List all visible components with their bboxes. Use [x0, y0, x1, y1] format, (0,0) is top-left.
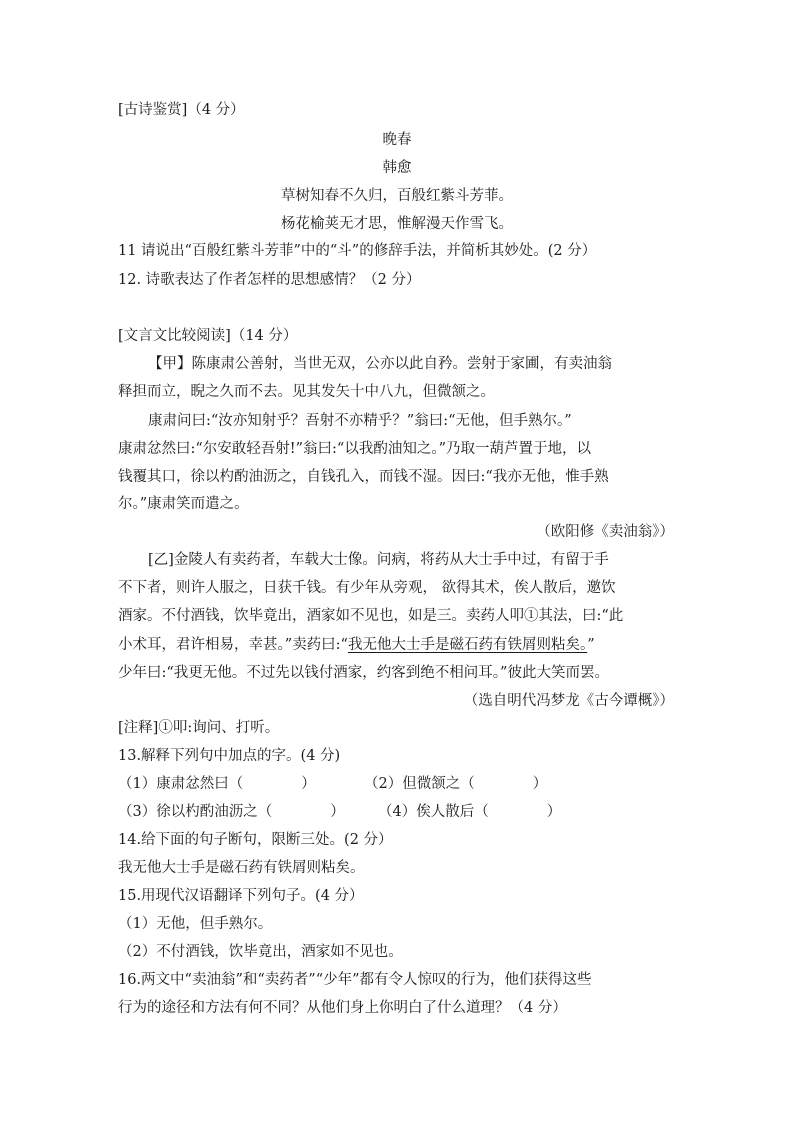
poem-line-1: 草树知春不久归，百般红紫斗芳菲。 [281, 188, 513, 204]
passage-yi-line-4-end: ” [587, 637, 595, 653]
question-11: 11 请说出“百般红紫斗芳菲”中的“斗”的修辞手法，并简析其妙处。(2 分） [118, 243, 597, 259]
question-13-item-1: （1）康肃忿然曰（ ） [118, 776, 316, 792]
question-13: 13.解释下列句中加点的字。(4 分) [118, 748, 341, 764]
question-16-line-1: 16.两文中“卖油翁”和“卖药者”“少年”都有令人惊叹的行为，他们获得这些 [118, 972, 592, 988]
question-13-item-3: （3）徐以杓酌油沥之（ ） [118, 804, 345, 820]
question-14-sentence: 我无他大士手是磁石药有铁屑则粘矣。 [118, 860, 365, 876]
passage-yi-line-1: [乙]金陵人有卖药者，车载大士像。问病，将药从大士手中过，有留于手 [148, 552, 609, 568]
passage-yi-line-4-start: 小术耳，君许相易，幸甚。”卖药曰:“ [118, 637, 348, 653]
passage-yi-line-3: 酒家。不付酒钱，饮毕竟出，酒家如不见也，如是三。卖药人叩①其法，曰:“此 [118, 608, 624, 624]
passage-yi-line-2: 不下者，则许人服之，日获千钱。有少年从旁观， 欲得其术，俟人散后，邀饮 [118, 580, 616, 596]
poem-title: 晚春 [382, 132, 412, 148]
passage-jia-line-6: 尔。”康肃笑而遣之。 [118, 496, 249, 512]
passage-jia-line-5: 钱覆其口，徐以杓酌油沥之，自钱孔入，而钱不湿。因曰:“我亦无他，惟手熟 [118, 469, 609, 485]
passage-jia-line-3: 康肃问曰:“汝亦知射乎？吾射不亦精乎？”翁曰:“无他，但手熟尔。” [148, 413, 572, 429]
passage-yi-line-5: 少年曰:“我更无他。不过先以钱付酒家，约客到绝不相问耳。”彼此大笑而罢。 [118, 665, 609, 681]
question-13-item-2: （2）但微颔之（ ） [364, 776, 548, 792]
classical-section-header: [文言文比较阅读]（14 分） [118, 328, 298, 344]
question-15-item-1: （1）无他，但手熟尔。 [118, 916, 273, 932]
passage-jia-line-4: 康肃忿然曰:“尔安敢轻吾射!”翁曰:“以我酌油知之。”乃取一葫芦置于地，以 [118, 441, 591, 457]
question-16-line-2: 行为的途径和方法有何不同？从他们身上你明白了什么道理？（4 分） [118, 1000, 567, 1016]
question-14: 14.给下面的句子断句，限断三处。(2 分） [118, 832, 393, 848]
poem-line-2: 杨花榆荚无才思，惟解漫天作雪飞。 [281, 216, 513, 232]
passage-yi-line-4 [118, 635, 595, 655]
question-15: 15.用现代汉语翻译下列句子。(4 分） [118, 888, 364, 904]
poem-section-header: [古诗鉴赏]（4 分） [118, 102, 245, 118]
question-12: 12. 诗歌表达了作者怎样的思想感情？（2 分） [118, 272, 421, 288]
underlined-sentence: 我无他大士手是磁石药有铁屑则粘矣。 [347, 637, 588, 653]
passage-jia-line-2: 释担而立，睨之久而不去。见其发矢十中八九，但微颔之。 [118, 384, 495, 400]
question-15-item-2: （2）不付酒钱，饮毕竟出，酒家如不见也。 [118, 944, 403, 960]
passage-jia-line-1: 【甲】陈康肃公善射，当世无双，公亦以此自矜。尝射于家圃，有卖油翁 [148, 356, 612, 372]
annotation-note: [注释]①叩:询问、打听。 [118, 720, 280, 736]
passage-jia-source: （欧阳修《卖油翁》） [536, 524, 674, 540]
question-13-item-4: （4）俟人散后（ ） [378, 804, 562, 820]
passage-yi-source: （选自明代冯梦龙《古今谭概》） [463, 693, 674, 709]
poem-author: 韩愈 [382, 160, 412, 176]
